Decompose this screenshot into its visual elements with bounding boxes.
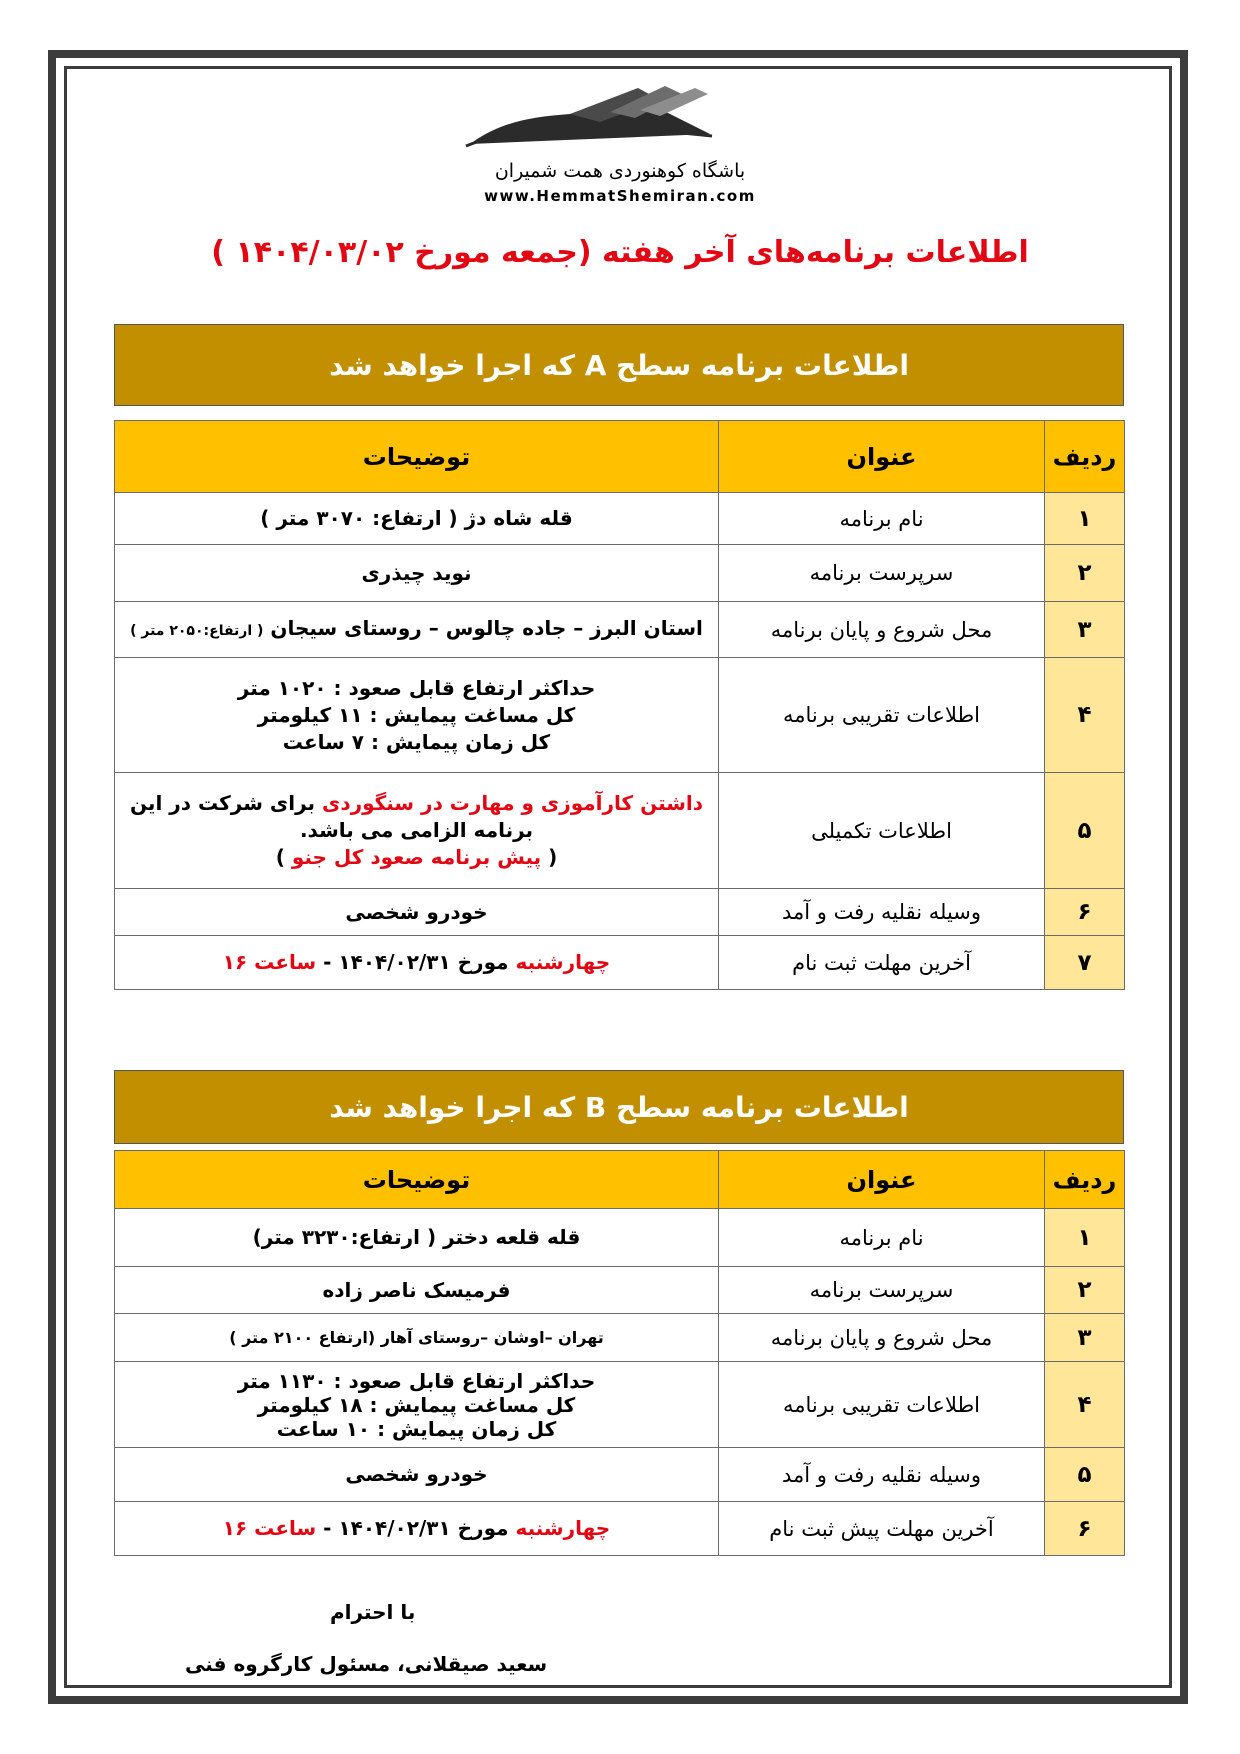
row-title: اطلاعات تقریبی برنامه [719, 1362, 1045, 1448]
row-desc [115, 602, 719, 658]
row-desc: قله قلعه دختر ( ارتفاع:۳۲۳۰ متر) [115, 1209, 719, 1267]
row-title: آخرین مهلت ثبت نام [719, 936, 1045, 990]
row-desc: خودرو شخصی [115, 1448, 719, 1502]
table-row [115, 773, 1125, 889]
row-desc [115, 773, 719, 889]
column-header-title: عنوان [719, 421, 1045, 493]
deadline-hour: ساعت ۱۶ [222, 1516, 317, 1540]
table-row [115, 1209, 1125, 1267]
row-number: ۶ [1045, 889, 1125, 936]
program-b-heading: اطلاعات برنامه سطح B که اجرا خواهد شد [114, 1070, 1124, 1144]
row-title: سرپرست برنامه [719, 545, 1045, 602]
row-title: محل شروع و پایان برنامه [719, 1314, 1045, 1362]
max-ascent: حداکثر ارتفاع قابل صعود : ۱۱۳۰ متر [237, 1368, 596, 1393]
table-row [115, 1448, 1125, 1502]
table-row [115, 602, 1125, 658]
max-ascent: حداکثر ارتفاع قابل صعود : ۱۰۲۰ متر [237, 675, 596, 700]
row-title: نام برنامه [719, 493, 1045, 545]
row-number: ۳ [1045, 1314, 1125, 1362]
column-header-row: ردیف [1045, 1151, 1125, 1209]
program-b-table [114, 1150, 1125, 1556]
row-number: ۴ [1045, 658, 1125, 773]
table-header-row [115, 421, 1125, 493]
requirement-highlight: داشتن کارآموزی و مهارت در سنگوردی [321, 791, 704, 815]
row-number: ۲ [1045, 545, 1125, 602]
column-header-row: ردیف [1045, 421, 1125, 493]
location-text: استان البرز – جاده چالوس – روستای سیجان [270, 615, 703, 640]
paren-open: ( [548, 845, 558, 869]
table-header-row [115, 1151, 1125, 1209]
row-desc [115, 936, 719, 990]
row-title: محل شروع و پایان برنامه [719, 602, 1045, 658]
mountain-logo-icon [460, 82, 780, 172]
row-number: ۲ [1045, 1267, 1125, 1314]
row-desc: نوید چیذری [115, 545, 719, 602]
total-distance: کل مساغت پیمایش : ۱۱ کیلومتر [257, 702, 576, 727]
altitude-note: ( ارتفاع:۲۰۵۰ متر ) [130, 622, 264, 639]
deadline-day: چهارشنبه [515, 950, 611, 974]
row-desc: تهران –اوشان –روستای آهار (ارتفاع ۲۱۰۰ متر ) [115, 1314, 719, 1362]
row-number: ۱ [1045, 1209, 1125, 1267]
signature: سعید صیقلانی، مسئول کارگروه فنی [185, 1652, 548, 1676]
row-number: ۱ [1045, 493, 1125, 545]
column-header-title: عنوان [719, 1151, 1045, 1209]
row-number: ۵ [1045, 773, 1125, 889]
deadline-hour: ساعت ۱۶ [222, 950, 317, 974]
total-distance: کل مساغت پیمایش : ۱۸ کیلومتر [257, 1392, 576, 1417]
row-desc: خودرو شخصی [115, 889, 719, 936]
table-row [115, 493, 1125, 545]
row-number: ۷ [1045, 936, 1125, 990]
closing-regards: با احترام [330, 1600, 416, 1624]
program-a-table [114, 420, 1125, 990]
total-time: کل زمان پیمایش : ۷ ساعت [282, 729, 551, 754]
row-title: وسیله نقلیه رفت و آمد [719, 889, 1045, 936]
paren-close: ) [275, 845, 285, 869]
table-row [115, 658, 1125, 773]
club-website: www.HemmatShemiran.com [484, 187, 756, 205]
row-title: اطلاعات تقریبی برنامه [719, 658, 1045, 773]
table-row [115, 1362, 1125, 1448]
table-row [115, 1502, 1125, 1556]
page-title: اطلاعات برنامه‌های آخر هفته (جمعه مورخ ۱۴۰۴/۰۳/۰۲ ) [211, 235, 1029, 270]
pre-program-note: پیش برنامه صعود کل جنو [291, 845, 542, 869]
row-desc [115, 1362, 719, 1448]
row-number: ۶ [1045, 1502, 1125, 1556]
row-number: ۳ [1045, 602, 1125, 658]
deadline-date: مورخ ۱۴۰۴/۰۲/۳۱ - [323, 950, 509, 974]
table-row [115, 545, 1125, 602]
table-row [115, 936, 1125, 990]
table-row [115, 889, 1125, 936]
deadline-day: چهارشنبه [515, 1516, 611, 1540]
row-desc: فرمیسک ناصر زاده [115, 1267, 719, 1314]
row-desc [115, 1502, 719, 1556]
club-name: باشگاه کوهنوردی همت شمیران [494, 160, 746, 182]
row-title: سرپرست برنامه [719, 1267, 1045, 1314]
row-title: وسیله نقلیه رفت و آمد [719, 1448, 1045, 1502]
total-time: کل زمان پیمایش : ۱۰ ساعت [276, 1416, 557, 1441]
row-desc: قله شاه دژ ( ارتفاع: ۳۰۷۰ متر ) [115, 493, 719, 545]
column-header-desc: توضیحات [115, 1151, 719, 1209]
row-number: ۵ [1045, 1448, 1125, 1502]
row-desc [115, 658, 719, 773]
row-title: آخرین مهلت پیش ثبت نام [719, 1502, 1045, 1556]
row-number: ۴ [1045, 1362, 1125, 1448]
row-title: اطلاعات تکمیلی [719, 773, 1045, 889]
program-a-heading: اطلاعات برنامه سطح A که اجرا خواهد شد [114, 324, 1124, 406]
deadline-date: مورخ ۱۴۰۴/۰۲/۳۱ - [323, 1516, 509, 1540]
row-title: نام برنامه [719, 1209, 1045, 1267]
requirement-text: برای شرکت در این برنامه الزامی می باشد. [129, 791, 534, 842]
table-row [115, 1314, 1125, 1362]
table-row [115, 1267, 1125, 1314]
column-header-desc: توضیحات [115, 421, 719, 493]
